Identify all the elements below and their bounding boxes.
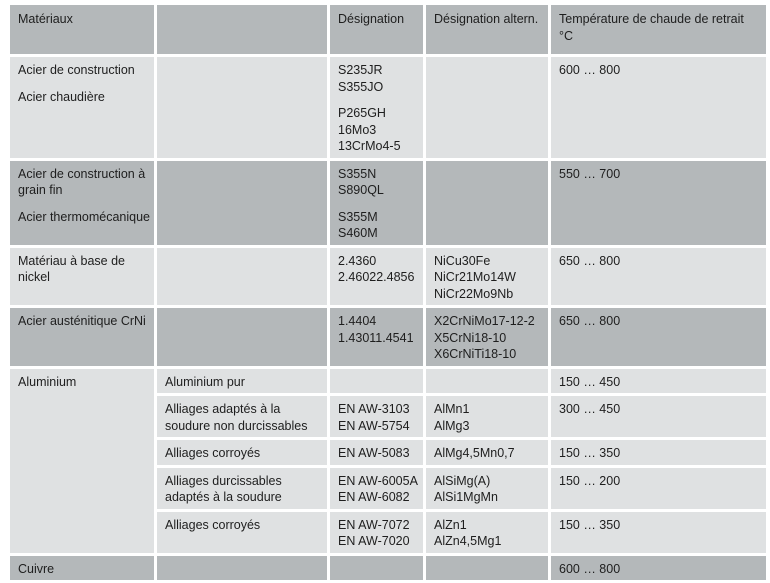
table-row [10, 369, 766, 394]
material-cell: Cuivre [10, 556, 154, 581]
material-name: Acier de construction à grain fin [18, 166, 146, 197]
alternate-cell [426, 440, 548, 465]
designation-value: S890QL [338, 183, 384, 197]
designation-value: 13CrMo4-5 [338, 139, 401, 153]
alternate-value: X6CrNiTi18-10 [434, 347, 517, 361]
temperature-cell: 650 … 800 [551, 308, 766, 366]
material-cell [10, 308, 154, 366]
designation-cell [330, 468, 423, 509]
designation-value: EN AW-7020 [338, 534, 410, 548]
designation-value: 2.4360 [338, 253, 377, 268]
alternate-value: AlMg3 [434, 418, 470, 433]
temperature-cell: 600 … 800 [551, 556, 766, 581]
designation-cell [330, 248, 423, 306]
temperature-cell: 550 … 700 [551, 161, 766, 245]
alternate-value: NiCu30Fe [434, 253, 491, 268]
designation-value: S355N [338, 166, 377, 181]
material-name: Acier austénitique CrNi [18, 314, 146, 328]
temperature-cell: 300 … 450 [551, 396, 766, 437]
alternate-value: X5CrNi18-10 [434, 330, 507, 345]
material-name: Acier chaudière [18, 89, 105, 104]
temperature-cell: 150 … 450 [551, 369, 766, 394]
designation-value: EN AW-3103 [338, 402, 410, 416]
header-temperature: Température de chaude de retrait °C [551, 5, 766, 54]
subcategory-cell: Aluminium pur [157, 369, 327, 394]
designation-cell [330, 440, 423, 465]
alternate-cell [426, 161, 548, 245]
designation-cell [330, 512, 423, 553]
alternate-value: AlMg4,5Mn0,7 [434, 446, 515, 460]
alternate-cell [426, 512, 548, 553]
designation-cell [330, 396, 423, 437]
designation-cell [330, 161, 423, 245]
designation-cell [330, 556, 423, 581]
designation-value: S355JO [338, 79, 384, 94]
material-cell [10, 248, 154, 306]
subcategory-cell [157, 248, 327, 306]
header-materiaux: Matériaux [10, 5, 154, 54]
designation-value: S460M [338, 226, 378, 240]
designation-value: P265GH [338, 106, 386, 120]
designation-value: 16Mo3 [338, 122, 377, 137]
subcategory-cell [157, 308, 327, 366]
material-name: Acier thermomécanique [18, 209, 151, 224]
alternate-value: AlSi1MgMn [434, 490, 498, 504]
alternate-value: NiCr21Mo14W [434, 270, 516, 284]
designation-value: 1.43011.4541 [338, 330, 414, 345]
header-empty [157, 5, 327, 54]
alternate-cell [426, 57, 548, 158]
temperature-cell: 600 … 800 [551, 57, 766, 158]
alternate-cell [426, 556, 548, 581]
designation-value: EN AW-7072 [338, 517, 410, 532]
designation-value: S235JR [338, 63, 383, 77]
subcategory-cell [157, 161, 327, 245]
temperature-cell: 150 … 350 [551, 512, 766, 553]
alternate-cell [426, 248, 548, 306]
designation-value: 2.46022.4856 [338, 270, 415, 284]
alternate-value: AlSiMg(A) [434, 473, 491, 488]
alternate-cell [426, 369, 548, 394]
designation-value: EN AW-6082 [338, 490, 410, 504]
material-cell [10, 161, 154, 245]
table-row [10, 308, 766, 366]
designation-value: EN AW-5083 [338, 446, 410, 460]
table-header-row [10, 5, 766, 54]
designation-value: S355M [338, 209, 378, 224]
material-cell [10, 57, 154, 158]
table-row [10, 248, 766, 306]
material-name: Matériau à base de nickel [18, 253, 126, 284]
subcategory-cell [157, 57, 327, 158]
designation-cell [330, 57, 423, 158]
header-designation-altern: Désignation altern. [426, 5, 548, 54]
designation-value: EN AW-6005A [338, 473, 418, 488]
temperature-cell: 650 … 800 [551, 248, 766, 306]
alternate-cell [426, 308, 548, 366]
material-name: Acier de construction [18, 63, 135, 77]
material-cell: Aluminium [10, 369, 154, 553]
alternate-cell [426, 468, 548, 509]
temperature-cell: 150 … 350 [551, 440, 766, 465]
alternate-cell [426, 396, 548, 437]
alternate-value: AlZn4,5Mg1 [434, 534, 502, 548]
subcategory-cell [157, 556, 327, 581]
materials-table [7, 2, 769, 583]
designation-value: 1.4404 [338, 314, 377, 328]
alternate-value: X2CrNiMo17-12-2 [434, 314, 535, 328]
designation-cell [330, 308, 423, 366]
subcategory-cell: Alliages adaptés à la soudure non durcissables [157, 396, 327, 437]
table-row [10, 556, 766, 581]
alternate-value: NiCr22Mo9Nb [434, 286, 514, 301]
alternate-value: AlZn1 [434, 517, 467, 532]
alternate-value: AlMn1 [434, 402, 470, 416]
designation-cell [330, 369, 423, 394]
subcategory-cell: Alliages corroyés [157, 440, 327, 465]
header-designation: Désignation [330, 5, 423, 54]
temperature-cell: 150 … 200 [551, 468, 766, 509]
subcategory-cell: Alliages corroyés [157, 512, 327, 553]
designation-value: EN AW-5754 [338, 418, 410, 433]
subcategory-cell: Alliages durcissables adaptés à la soudure [157, 468, 327, 509]
table-row [10, 57, 766, 158]
table-row [10, 161, 766, 245]
